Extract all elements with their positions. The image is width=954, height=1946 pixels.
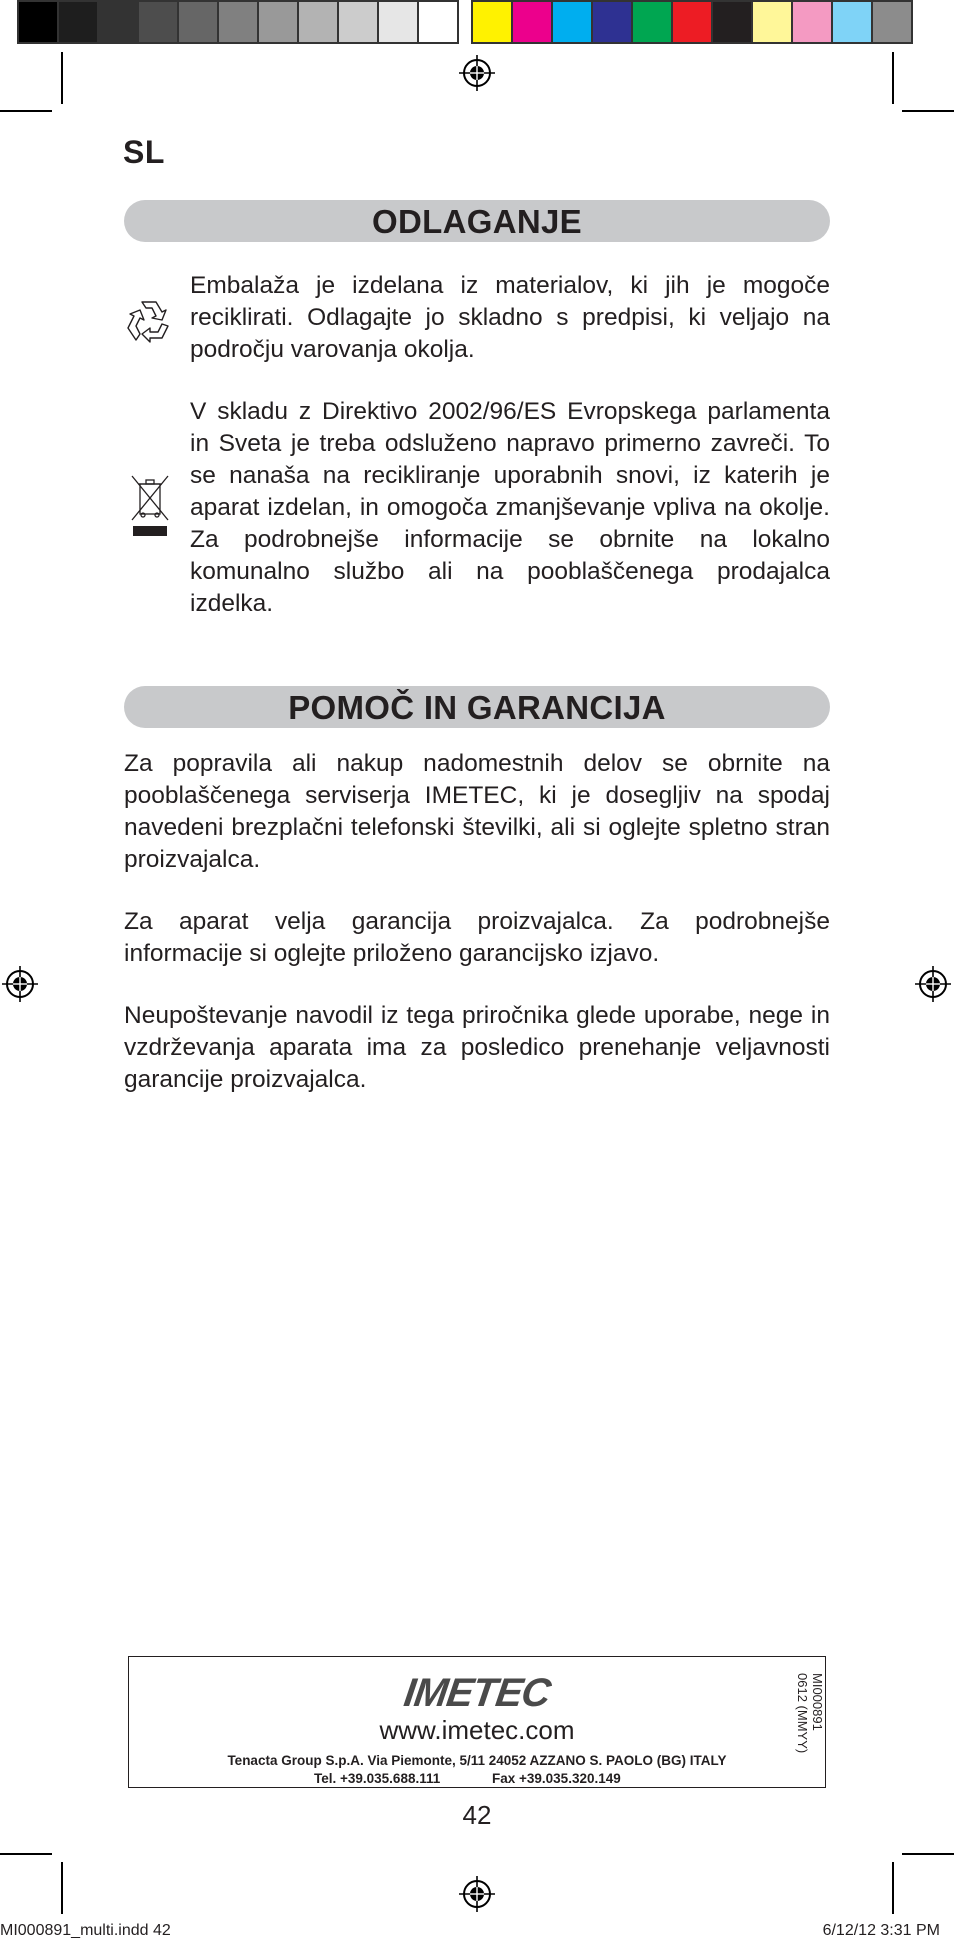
- crop-mark: [892, 1862, 894, 1914]
- recycle-icon: [122, 296, 176, 348]
- color-swatch: [217, 0, 259, 44]
- section-heading-warranty: POMOČ IN GARANCIJA: [124, 686, 830, 728]
- color-swatch: [17, 0, 59, 44]
- telephone-number: Tel. +39.035.688.111: [314, 1771, 441, 1786]
- color-calibration-bar: [17, 0, 911, 44]
- crop-mark: [892, 52, 894, 104]
- swatch-gap: [457, 0, 471, 44]
- section-heading-disposal: ODLAGANJE: [124, 200, 830, 242]
- color-swatch: [791, 0, 833, 44]
- registration-mark-icon: [915, 966, 951, 1002]
- color-swatch: [711, 0, 753, 44]
- page-number: 42: [462, 1800, 492, 1830]
- color-swatch: [377, 0, 419, 44]
- crop-mark: [61, 52, 63, 104]
- color-swatch: [871, 0, 913, 44]
- slug-filename: MI000891_multi.indd 42: [0, 1922, 171, 1939]
- fax-number: Fax +39.035.320.149: [492, 1771, 621, 1786]
- language-code: SL: [123, 134, 165, 170]
- crossed-out-bin-icon: [126, 474, 174, 540]
- color-swatch: [257, 0, 299, 44]
- color-swatch: [97, 0, 139, 44]
- color-swatch: [137, 0, 179, 44]
- warranty-paragraph: Neupoštevanje navodil iz tega priročnika glede uporabe, nege in vzdrževanja aparata ima za posledico prenehanje veljavnosti garancije proizvajalca.: [124, 1002, 830, 1093]
- color-swatch: [551, 0, 593, 44]
- company-address: Tenacta Group S.p.A. Via Piemonte, 5/11 24052 AZZANO S. PAOLO (BG) ITALY: [227, 1753, 727, 1768]
- registration-mark-icon: [2, 966, 38, 1002]
- color-swatch: [671, 0, 713, 44]
- registration-mark-icon: [459, 55, 495, 91]
- warranty-paragraph: Za popravila ali nakup nadomestnih delov se obrnite na pooblaščenega serviserja IMETEC, ki je dosegljiv na spodaj navedeni brezplačni telefonski številki, ali si oglejte spletno stran proizvajalca.: [124, 750, 830, 873]
- color-swatch: [57, 0, 99, 44]
- slug-datetime: 6/12/12 3:31 PM: [822, 1922, 940, 1939]
- document-code: [781, 1657, 825, 1783]
- color-swatch: [177, 0, 219, 44]
- registration-mark-icon: [459, 1876, 495, 1912]
- weee-disposal-text: V skladu z Direktivo 2002/96/ES Evropskega parlamenta in Sveta je treba odsluženo napravo primerno zavreči. To se nanaša na recikliranje uporabnih snovi, iz katerih je aparat izdelan, in omogoča zmanjševanje vpliva na okolje. Za podrobnejše informacije se obrnite na lokalno komunalno službo ali na pooblaščenega prodajalca izdelka.: [190, 398, 830, 617]
- warranty-paragraph: Za aparat velja garancija proizvajalca. Za podrobnejše informacije si oglejte priloženo garancijsko izjavo.: [124, 908, 830, 967]
- crop-mark: [902, 1853, 954, 1855]
- color-swatch: [631, 0, 673, 44]
- color-swatch: [831, 0, 873, 44]
- crop-mark: [0, 110, 52, 112]
- manufacturer-footer-box: [128, 1656, 826, 1788]
- color-swatch: [751, 0, 793, 44]
- crop-mark: [0, 1853, 52, 1855]
- website-link: www.imetec.com: [379, 1715, 575, 1745]
- document-code-line: MI000891: [810, 1673, 825, 1731]
- packaging-disposal-text: Embalaža je izdelana iz materialov, ki jih je mogoče reciklirati. Odlagajte jo skladno s predpisi, ki veljajo na področju varovanja okolja.: [190, 272, 830, 363]
- color-swatch: [297, 0, 339, 44]
- color-swatch: [591, 0, 633, 44]
- imetec-logo: IMETEC: [401, 1671, 553, 1715]
- color-swatch: [511, 0, 553, 44]
- color-swatch: [337, 0, 379, 44]
- crop-mark: [61, 1862, 63, 1914]
- color-swatch: [471, 0, 513, 44]
- crop-mark: [902, 110, 954, 112]
- color-swatch: [417, 0, 459, 44]
- document-code-date: 0612 (MMYY): [795, 1673, 810, 1754]
